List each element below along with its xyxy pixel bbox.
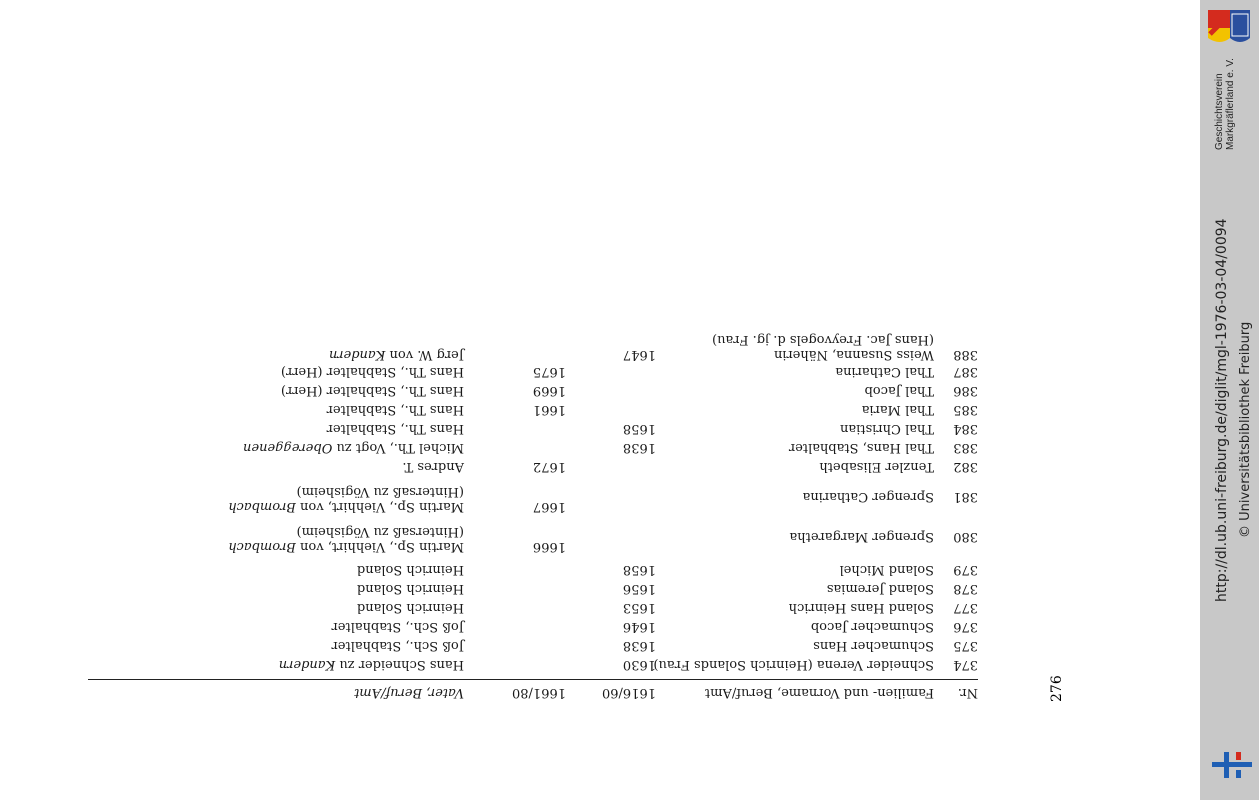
table-row [88,361,978,379]
row-father: Heinrich Soland [356,600,464,615]
table-row [88,578,978,596]
header-year-1616-60: 1616/60 [601,685,656,700]
row-nr: 386 [953,383,978,398]
row-year-2: 1672 [532,459,566,474]
page-number: 276 [1049,675,1065,702]
document-url[interactable]: http://dl.ub.uni-freiburg.de/diglit/mgl-1976-03-04/0094 [1214,218,1230,602]
row-name: Soland Michel [839,562,934,577]
row-nr: 387 [953,364,978,379]
row-year-1: 1647 [622,347,656,362]
header-rule [88,679,978,680]
row-name: Schneider Verena (Heinrich Solands Frau) [653,657,934,672]
row-father: Hans Th., Stabhalter (Herr) [280,364,464,379]
row-name: Thal Hans, Stabhalter [788,440,934,455]
row-nr: 385 [953,402,978,417]
row-year-1: 1658 [622,562,656,577]
header-year-1661-80: 1661/80 [511,685,566,700]
row-father: Hans Th., Stabhalter [326,421,464,436]
row-name: Tenzler Elisabeth [819,459,934,474]
header-nr: Nr. [957,685,978,700]
row-father: Joß Sch., Stabhalter [331,619,464,634]
table-row [88,616,978,634]
table-row [88,399,978,417]
row-father: Martin Sp., Viehhirt, von Brombach (Hintersaß zu Vögisheim) [228,524,464,554]
row-father: Heinrich Soland [356,581,464,596]
row-name: Thal Catharina [835,364,934,379]
row-father: Michel Th., Vogt zu Obereggenen [243,440,464,455]
row-nr: 378 [953,581,978,596]
society-name [1214,58,1236,150]
row-year-1: 1658 [622,421,656,436]
row-nr: 379 [953,562,978,577]
row-father: Joß Sch., Stabhalter [331,638,464,653]
university-library-logo-icon [1210,748,1254,782]
row-name: Sprenger Catharina [802,489,934,504]
table-row [88,478,978,514]
row-nr: 388 [953,347,978,362]
row-year-1: 1656 [622,581,656,596]
society-line-1: Geschichtsverein [1214,73,1225,150]
row-year-1: 1630 [622,657,656,672]
row-year-1: 1638 [622,638,656,653]
table-row [88,456,978,474]
row-nr: 374 [953,657,978,672]
row-year-2: 1675 [532,364,566,379]
row-father: Heinrich Soland [356,562,464,577]
row-year-1: 1646 [622,619,656,634]
society-line-2: Markgräflerland e. V. [1225,58,1236,150]
table-row [88,597,978,615]
row-name: Sprenger Margaretha [789,529,934,544]
row-nr: 381 [953,489,978,504]
row-father: Hans Th., Stabhalter [326,402,464,417]
table-row [88,418,978,436]
table-row [88,559,978,577]
row-nr: 383 [953,440,978,455]
table-row [88,518,978,554]
row-nr: 380 [953,529,978,544]
row-father: Andres T. [402,459,464,474]
table-row [88,654,978,672]
table-row [88,437,978,455]
row-nr: 384 [953,421,978,436]
copyright-notice: © Universitätsbibliothek Freiburg [1238,321,1253,538]
row-year-2: 1666 [532,539,566,554]
row-year-2: 1669 [532,383,566,398]
row-name: Thal Maria [861,402,934,417]
row-father: Jerg W. von Kandern [328,347,464,362]
row-name: Soland Hans Heinrich [788,600,934,615]
row-name: Thal Jacob [864,383,934,398]
row-father: Martin Sp., Viehhirt, von Brombach (Hintersaß zu Vögisheim) [228,484,464,514]
table-row [88,328,978,362]
register-table [88,332,978,702]
row-name: Schumacher Hans [813,638,934,653]
coat-of-arms-icon [1206,8,1252,48]
row-name: Weiss Susanna, Näherin (Hans Jac. Freyvogels d. jg. Frau) [712,332,934,362]
row-nr: 375 [953,638,978,653]
row-name: Schumacher Jacob [810,619,934,634]
header-name: Familien- und Vorname, Beruf/Amt [704,685,934,700]
row-nr: 382 [953,459,978,474]
row-nr: 377 [953,600,978,615]
row-father: Hans Th., Stabhalter (Herr) [280,383,464,398]
row-year-1: 1653 [622,600,656,615]
row-nr: 376 [953,619,978,634]
header-father: Vater, Beruf/Amt [354,685,464,700]
row-year-1: 1638 [622,440,656,455]
row-name: Thal Christian [840,421,934,436]
table-row [88,380,978,398]
table-row [88,635,978,653]
row-year-2: 1661 [532,402,566,417]
row-year-2: 1667 [532,499,566,514]
row-father: Hans Schneider zu Kandern [278,657,464,672]
row-name: Soland Jeremias [826,581,934,596]
